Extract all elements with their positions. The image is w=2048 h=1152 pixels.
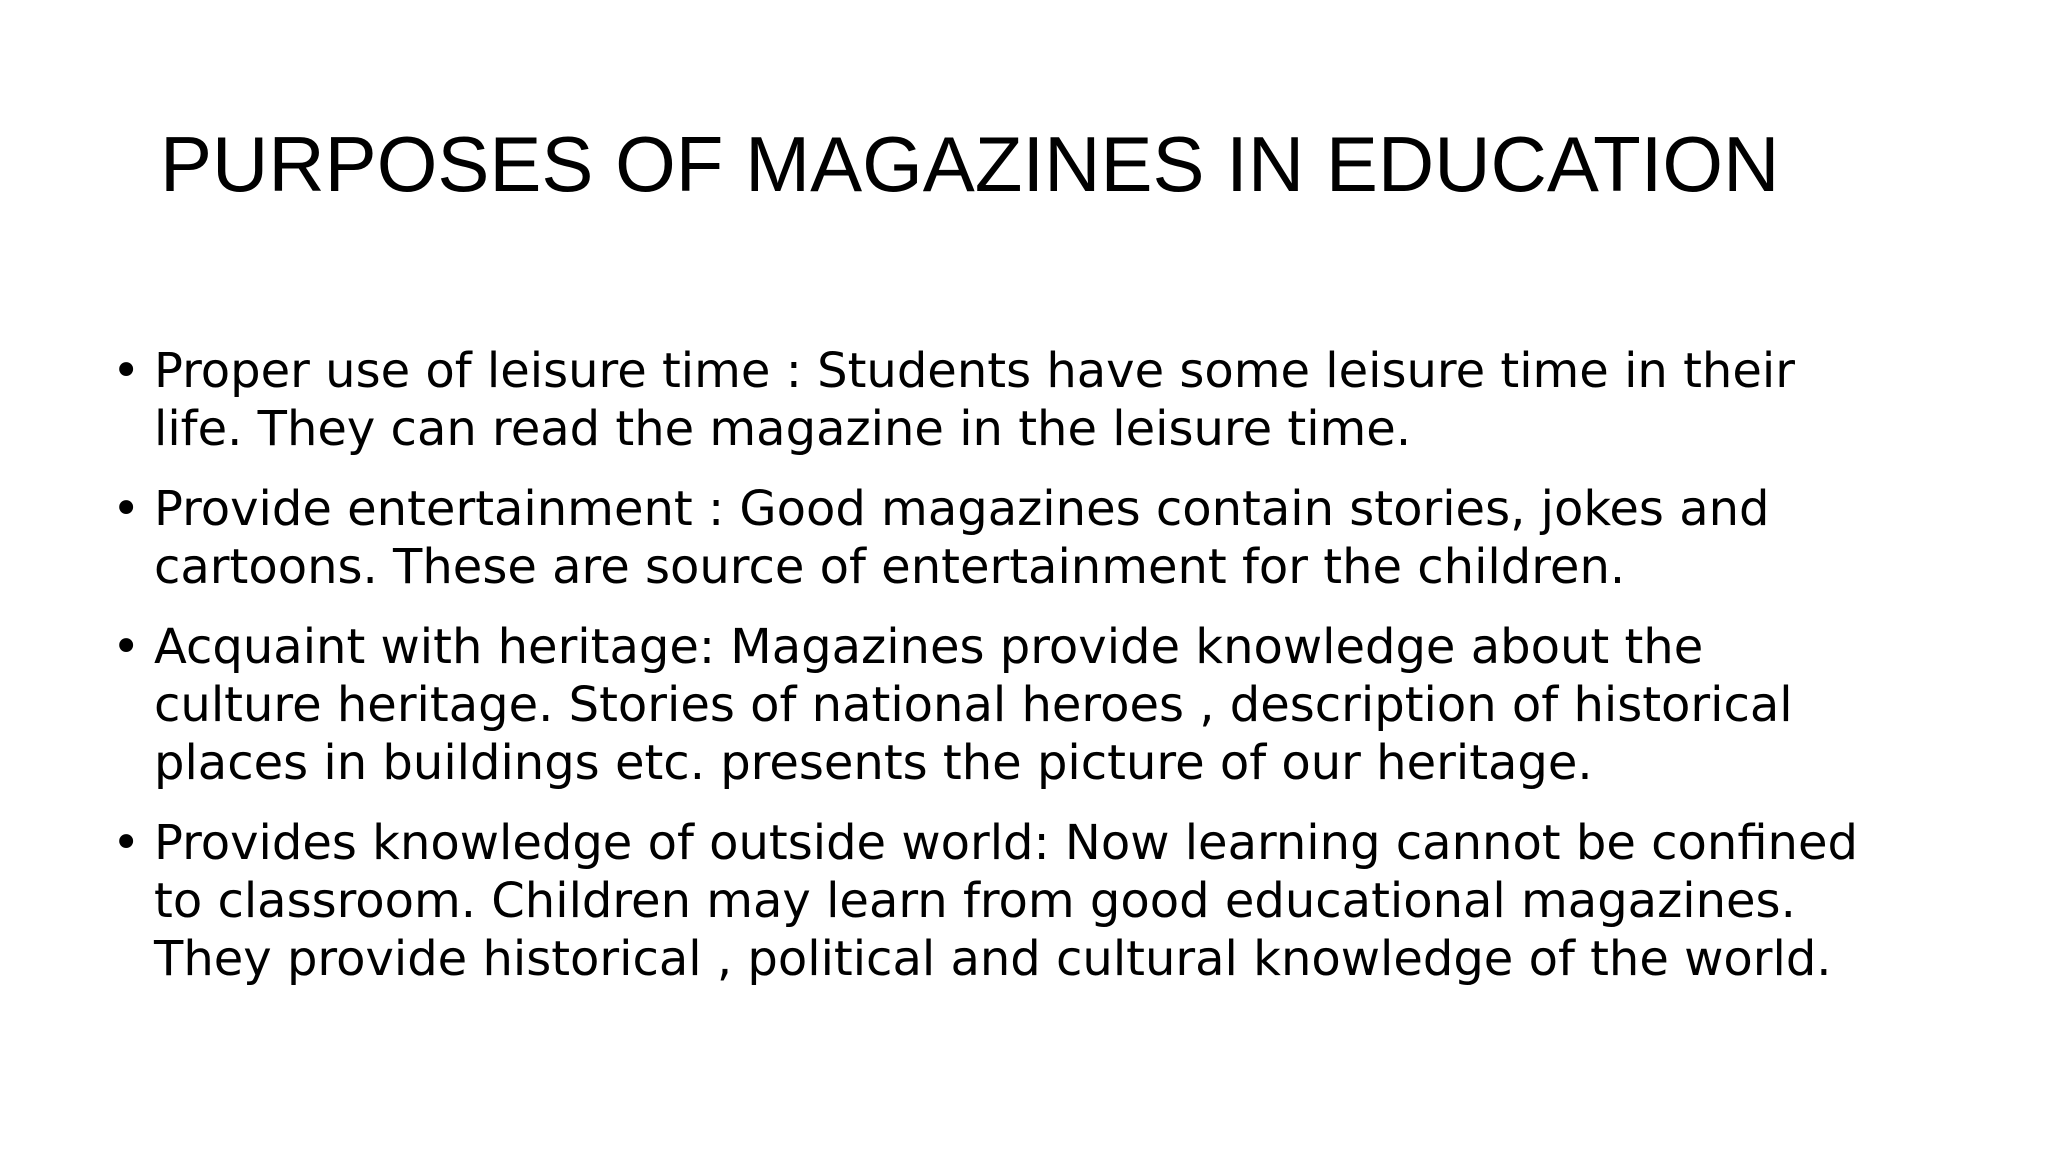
slide-title: PURPOSES OF MAGAZINES IN EDUCATION bbox=[160, 120, 1780, 208]
bullet-icon: • bbox=[112, 619, 141, 675]
bullet-text: Proper use of leisure time : Students have some leisure time in their life. They can read the magazine in the leisure time. bbox=[154, 343, 1795, 457]
bullet-text: Acquaint with heritage: Magazines provide knowledge about the culture heritage. Stories of national heroes , description of historical places in buildings etc. presents the picture of our heritage. bbox=[154, 619, 1793, 791]
bullet-text: Provides knowledge of outside world: Now learning cannot be confined to classroom. Children may learn from good educational magazines. They provide historical , political and cultural knowledge of the world. bbox=[154, 815, 1858, 987]
bullet-icon: • bbox=[112, 481, 141, 537]
bullet-icon: • bbox=[112, 343, 141, 399]
bullet-icon: • bbox=[112, 815, 141, 871]
bullet-item-entertainment bbox=[112, 480, 1872, 596]
bullet-item-heritage bbox=[112, 618, 1872, 792]
bullet-text: Provide entertainment : Good magazines contain stories, jokes and cartoons. These are source of entertainment for the children. bbox=[154, 481, 1770, 595]
bullet-item-outside-world bbox=[112, 814, 1872, 988]
bullet-list bbox=[112, 342, 1872, 1010]
bullet-item-leisure-time bbox=[112, 342, 1872, 458]
